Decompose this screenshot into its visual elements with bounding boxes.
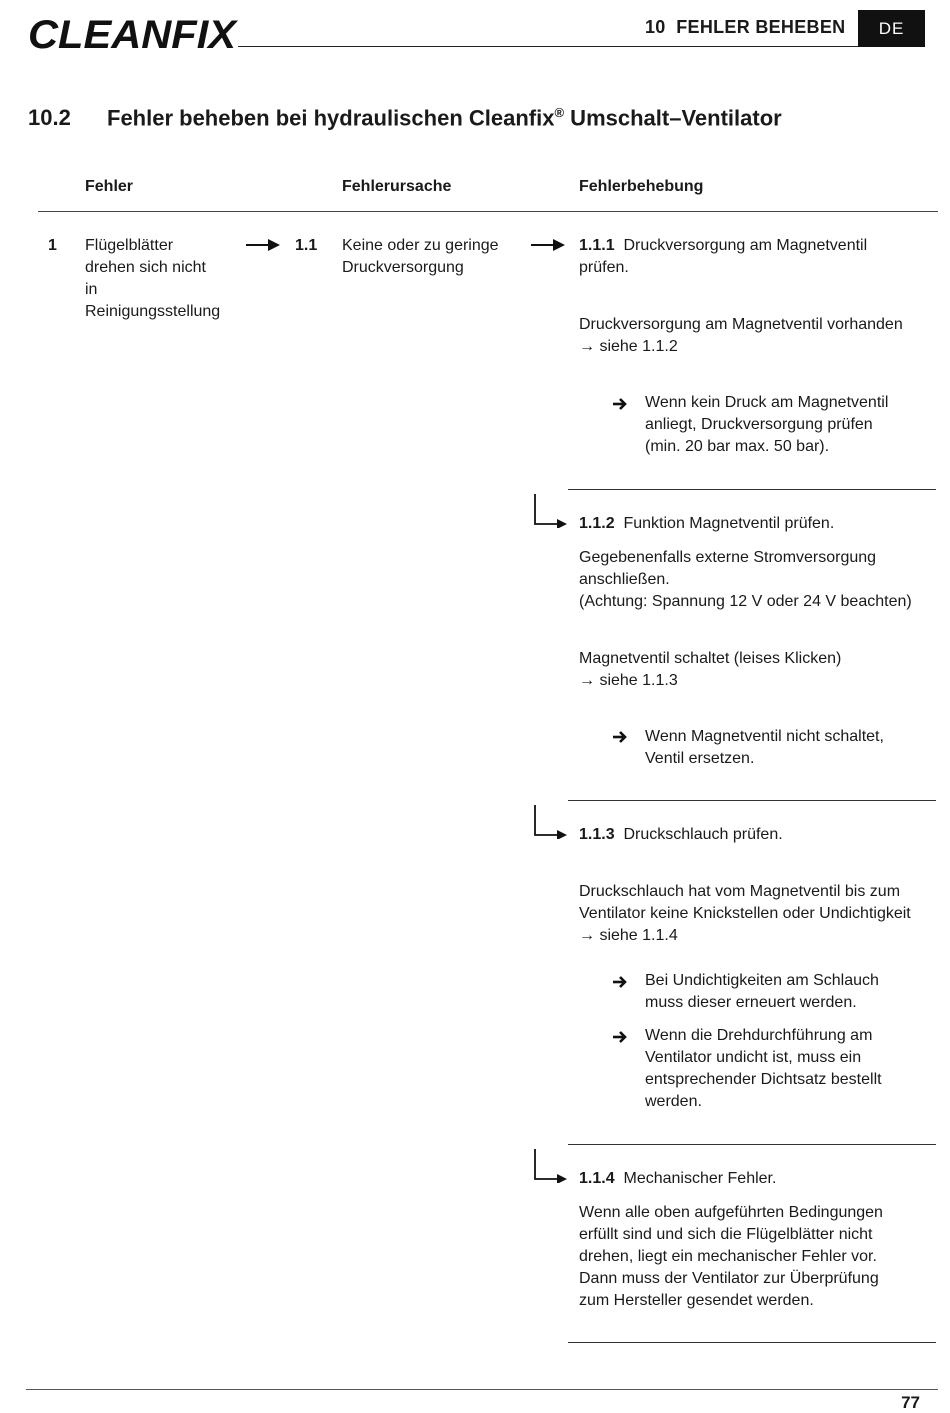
step-divider bbox=[568, 489, 936, 490]
step-1-1-4-title bbox=[579, 1168, 776, 1190]
step-divider bbox=[568, 1342, 936, 1343]
section-title bbox=[107, 105, 782, 131]
bullet-line: Wenn kein Druck am Magnetventil bbox=[645, 394, 889, 411]
bullet-text bbox=[645, 970, 879, 1014]
note-line: (Achtung: Spannung 12 V oder 24 V beachten) bbox=[579, 593, 912, 610]
step-divider bbox=[568, 1144, 936, 1145]
column-header-remedy: Fehlerbehebung bbox=[579, 178, 704, 195]
step-number: 1.1.1 bbox=[579, 237, 615, 254]
see-reference: → siehe 1.1.3 bbox=[579, 672, 678, 689]
conclusion-line: zum Hersteller gesendet werden. bbox=[579, 1292, 814, 1309]
fault-line: Flügelblätter bbox=[85, 237, 174, 254]
fault-line: Reinigungsstellung bbox=[85, 303, 221, 320]
step-number: 1.1.3 bbox=[579, 826, 615, 843]
cause-number: 1.1 bbox=[295, 237, 318, 254]
step-number: 1.1.4 bbox=[579, 1170, 615, 1187]
fault-description bbox=[85, 235, 220, 323]
bullet-line: werden. bbox=[645, 1093, 702, 1110]
conclusion-text bbox=[579, 1202, 883, 1312]
see-reference: → siehe 1.1.4 bbox=[579, 927, 678, 944]
footer-rule bbox=[26, 1389, 938, 1390]
check-line: Ventilator keine Knickstellen oder Undichtigkeit bbox=[579, 905, 911, 922]
cause-description bbox=[342, 235, 499, 279]
bullet-text bbox=[645, 726, 884, 770]
step-1-1-1-title-cont: prüfen. bbox=[579, 259, 629, 276]
step-divider bbox=[568, 800, 936, 801]
bullet-line: (min. 20 bar max. 50 bar). bbox=[645, 438, 830, 455]
bullet-line: muss dieser erneuert werden. bbox=[645, 994, 857, 1011]
note-line: anschließen. bbox=[579, 571, 670, 588]
bullet-arrow-icon bbox=[612, 397, 632, 411]
cause-line: Keine oder zu geringe bbox=[342, 237, 499, 254]
language-badge: DE bbox=[858, 10, 925, 47]
column-header-cause: Fehlerursache bbox=[342, 178, 452, 195]
page-number: 77 bbox=[901, 1393, 920, 1412]
bullet-line: entsprechender Dichtsatz bestellt bbox=[645, 1071, 882, 1088]
bullet-line: Wenn die Drehdurchführung am bbox=[645, 1027, 873, 1044]
fault-to-cause-arrow-icon bbox=[246, 238, 282, 252]
bullet-line: Bei Undichtigkeiten am Schlauch bbox=[645, 972, 879, 989]
step-1-1-2-title bbox=[579, 513, 834, 535]
bullet-text bbox=[645, 392, 888, 458]
branch-elbow-arrow-icon bbox=[533, 1149, 569, 1183]
column-header-fault: Fehler bbox=[85, 178, 134, 195]
check-line: Druckversorgung am Magnetventil vorhanden bbox=[579, 316, 903, 333]
conclusion-line: drehen, liegt ein mechanischer Fehler vor. bbox=[579, 1248, 877, 1265]
step-1-1-1-title bbox=[579, 235, 867, 257]
fault-line: in bbox=[85, 281, 98, 298]
section-title-rest: Umschalt–Ventilator bbox=[564, 105, 782, 131]
header-rule bbox=[238, 46, 858, 47]
cleanfix-logo bbox=[26, 8, 240, 54]
step-title-text: Mechanischer Fehler. bbox=[623, 1170, 777, 1187]
branch-elbow-arrow-icon bbox=[533, 805, 569, 839]
step-title-text: Funktion Magnetventil prüfen. bbox=[623, 515, 835, 532]
step-number: 1.1.2 bbox=[579, 515, 615, 532]
logo-text: CLEANFIX bbox=[28, 13, 239, 54]
see-reference: → siehe 1.1.2 bbox=[579, 338, 678, 355]
bullet-text bbox=[645, 1025, 882, 1113]
cause-line: Druckversorgung bbox=[342, 259, 464, 276]
check-line: Druckschlauch hat vom Magnetventil bis zum bbox=[579, 883, 901, 900]
bullet-arrow-icon bbox=[612, 730, 632, 744]
bullet-arrow-icon bbox=[612, 1030, 632, 1044]
step-1-1-3-title bbox=[579, 824, 783, 846]
chapter-title: 10 FEHLER BEHEBEN bbox=[645, 17, 846, 37]
step-title-text: Druckversorgung am Magnetventil bbox=[623, 237, 868, 254]
bullet-line: Ventilator undicht ist, muss ein bbox=[645, 1049, 862, 1066]
branch-elbow-arrow-icon bbox=[533, 494, 569, 528]
header-table-rule bbox=[38, 211, 938, 212]
bullet-arrow-icon bbox=[612, 975, 632, 989]
registered-mark: ® bbox=[554, 105, 565, 120]
section-number: 10.2 bbox=[28, 105, 71, 130]
check-line: Magnetventil schaltet (leises Klicken) bbox=[579, 650, 842, 667]
bullet-line: Wenn Magnetventil nicht schaltet, bbox=[645, 728, 884, 745]
conclusion-line: Wenn alle oben aufgeführten Bedingungen bbox=[579, 1204, 883, 1221]
bullet-line: Ventil ersetzen. bbox=[645, 750, 755, 767]
fault-number: 1 bbox=[48, 237, 57, 254]
fault-line: drehen sich nicht bbox=[85, 259, 206, 276]
step-title-text: Druckschlauch prüfen. bbox=[623, 826, 783, 843]
conclusion-line: Dann muss der Ventilator zur Überprüfung bbox=[579, 1270, 879, 1287]
note-line: Gegebenenfalls externe Stromversorgung bbox=[579, 549, 877, 566]
section-title-main: Fehler beheben bei hydraulischen Cleanfix bbox=[107, 105, 555, 131]
conclusion-line: erfüllt sind und sich die Flügelblätter nicht bbox=[579, 1226, 873, 1243]
cause-to-remedy-arrow-icon bbox=[531, 238, 567, 252]
bullet-line: anliegt, Druckversorgung prüfen bbox=[645, 416, 873, 433]
